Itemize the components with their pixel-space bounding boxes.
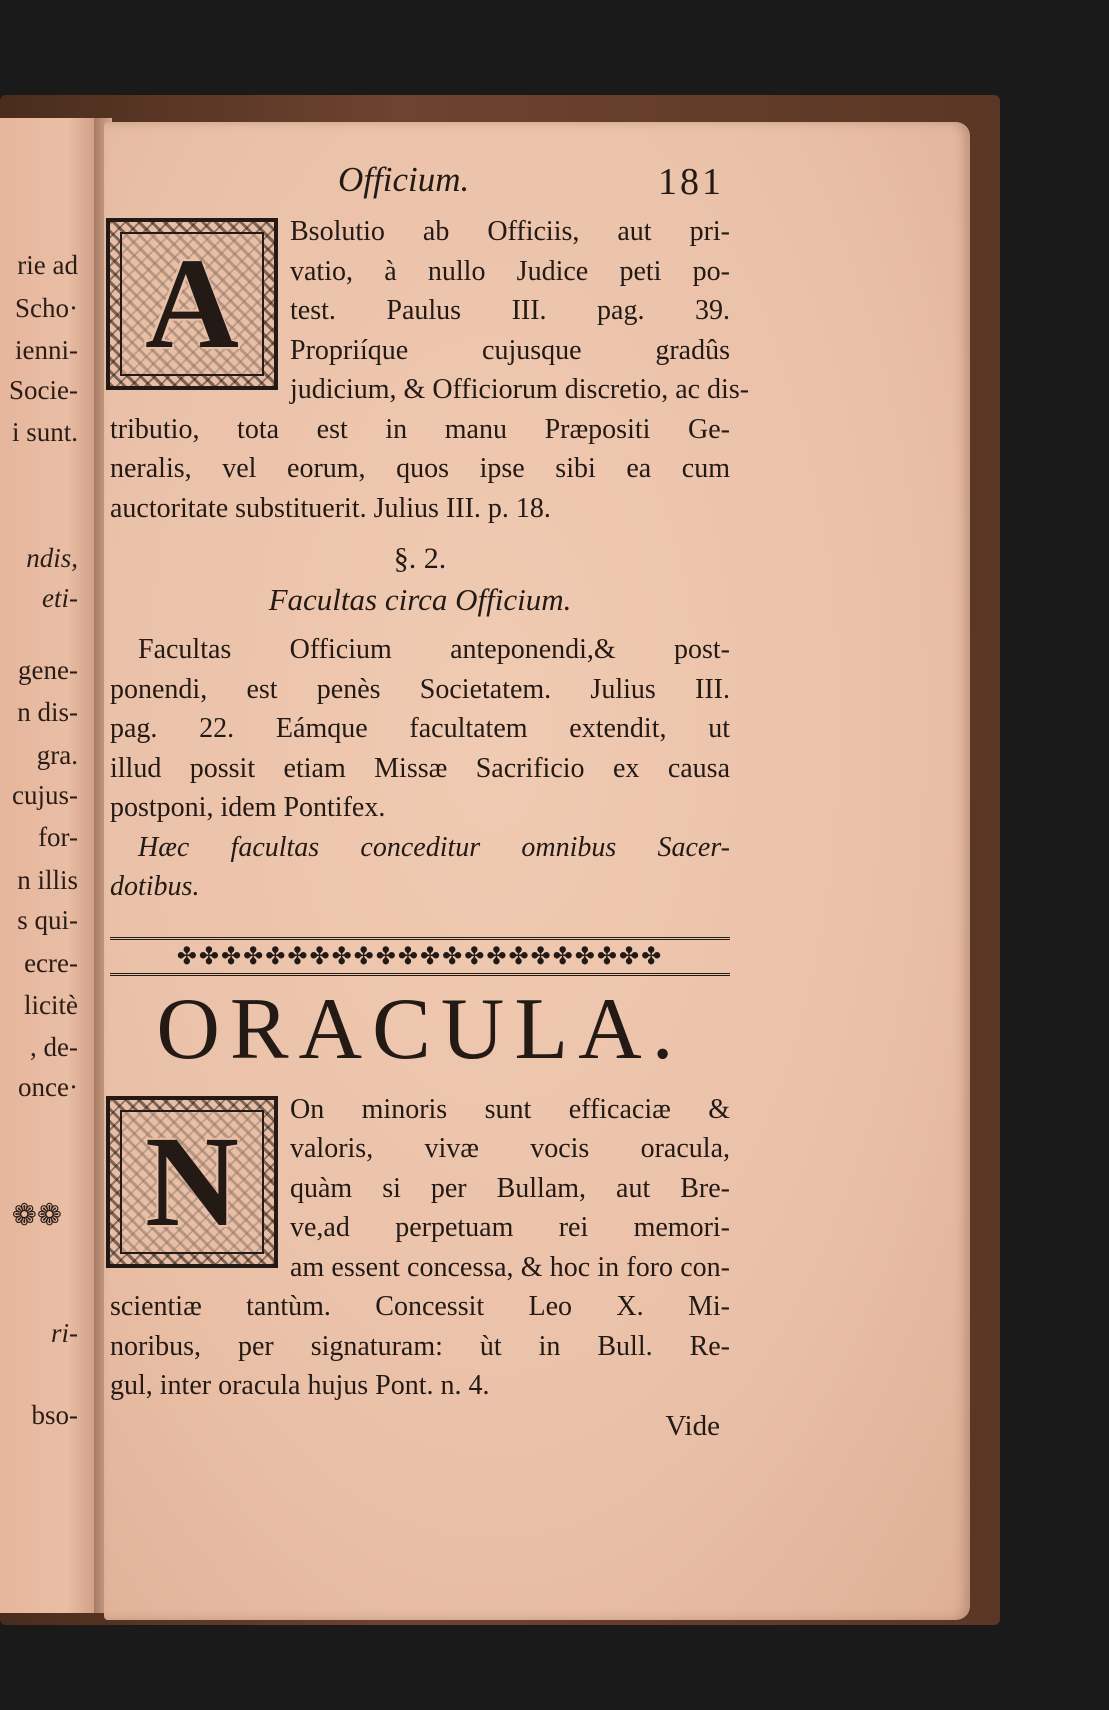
running-title: Officium. xyxy=(338,160,470,199)
left-page-fragment: rie ad xyxy=(17,250,78,280)
text-line: illud possit etiam Missæ Sacrificio ex causa xyxy=(110,752,730,784)
left-page-fragment: licitè xyxy=(24,990,78,1020)
running-head xyxy=(110,160,730,212)
text-line: noribus, per signaturam: ùt in Bull. Re- xyxy=(110,1330,730,1362)
left-page-ornament: ❁❁ xyxy=(11,1198,62,1233)
left-page-fragment: s qui- xyxy=(17,905,78,935)
left-page-fragment: Socie- xyxy=(9,375,78,405)
paragraph-facultas xyxy=(110,630,730,828)
left-page-fragment: Scho· xyxy=(15,293,78,323)
ornament-divider: ✤✤✤✤✤✤✤✤✤✤✤✤✤✤✤✤✤✤✤✤✤✤ xyxy=(110,937,730,976)
text-line: Hæc facultas conceditur omnibus Sacer- xyxy=(138,831,730,863)
text-line: am essent concessa, & hoc in foro con- xyxy=(290,1251,730,1283)
initial-letter: A xyxy=(145,232,239,376)
text-line: postponi, idem Pontifex. xyxy=(110,792,386,823)
left-page-fragment: gene- xyxy=(18,655,78,685)
paragraph-absolutio xyxy=(110,212,750,528)
left-page-fragment: n illis xyxy=(17,865,78,895)
section-mark: §. 2. xyxy=(393,542,447,575)
text-line: Bsolutio ab Officiis, aut pri- xyxy=(290,216,730,247)
text-line: judicium, & Officiorum discretio, ac dis- xyxy=(290,374,750,405)
chapter-title: ORACULA. xyxy=(156,980,684,1078)
left-page-fragment: i sunt. xyxy=(11,417,78,447)
page-number: 181 xyxy=(658,161,724,203)
page-text xyxy=(110,160,750,1443)
left-page-fragment: n dis- xyxy=(17,697,78,727)
section-heading: Facultas circa Officium. xyxy=(268,582,572,617)
text-line: dotibus. xyxy=(110,871,200,902)
text-line: gul, inter oracula hujus Pont. n. 4. xyxy=(110,1370,490,1402)
catchword: Vide xyxy=(665,1409,720,1442)
text-line: scientiæ tantùm. Concessit Leo X. Mi- xyxy=(110,1291,730,1323)
paragraph-note xyxy=(110,828,730,907)
left-page-edge xyxy=(0,118,96,1613)
decorated-initial-a xyxy=(106,218,278,390)
text-line: tributio, tota est in manu Præpositi Ge- xyxy=(110,413,730,445)
text-line: pag. 22. Eámque facultatem extendit, ut xyxy=(110,713,730,744)
left-page-fragment: ienni- xyxy=(15,335,78,365)
left-page-fragment: cujus- xyxy=(12,780,78,810)
text-line: ponendi, est penès Societatem. Julius III. xyxy=(110,673,730,705)
left-page-fragment: ri- xyxy=(51,1318,78,1348)
left-page-fragment: ndis, xyxy=(26,543,78,573)
left-page-fragment: bso- xyxy=(31,1400,78,1430)
left-page-fragment: gra. xyxy=(36,740,78,770)
left-page-fragment: eti- xyxy=(42,583,78,613)
text-line: quàm si per Bullam, aut Bre- xyxy=(290,1172,730,1204)
initial-letter: N xyxy=(145,1109,239,1254)
left-page-fragment: , de- xyxy=(30,1032,78,1062)
text-line: test. Paulus III. pag. 39. xyxy=(290,295,730,326)
left-page-fragment: ecre- xyxy=(24,948,78,978)
text-line: valoris, vivæ vocis oracula, xyxy=(290,1133,730,1165)
text-line: On minoris sunt efficaciæ & xyxy=(290,1093,730,1125)
text-line: vatio, à nullo Judice peti po- xyxy=(290,255,730,287)
text-line: auctoritate substituerit. Julius III. p. 18. xyxy=(110,492,551,524)
decorated-initial-n xyxy=(106,1096,278,1268)
left-page-fragment: once· xyxy=(18,1072,78,1102)
text-line: neralis, vel eorum, quos ipse sibi ea cum xyxy=(110,453,730,484)
left-page-fragment: for- xyxy=(38,822,78,852)
paragraph-oracula xyxy=(110,1090,730,1406)
text-line: Propriíque cujusque gradûs xyxy=(290,334,730,366)
text-line: ve,ad perpetuam rei memori- xyxy=(290,1212,730,1244)
text-line: Facultas Officium anteponendi,& post- xyxy=(138,634,730,665)
